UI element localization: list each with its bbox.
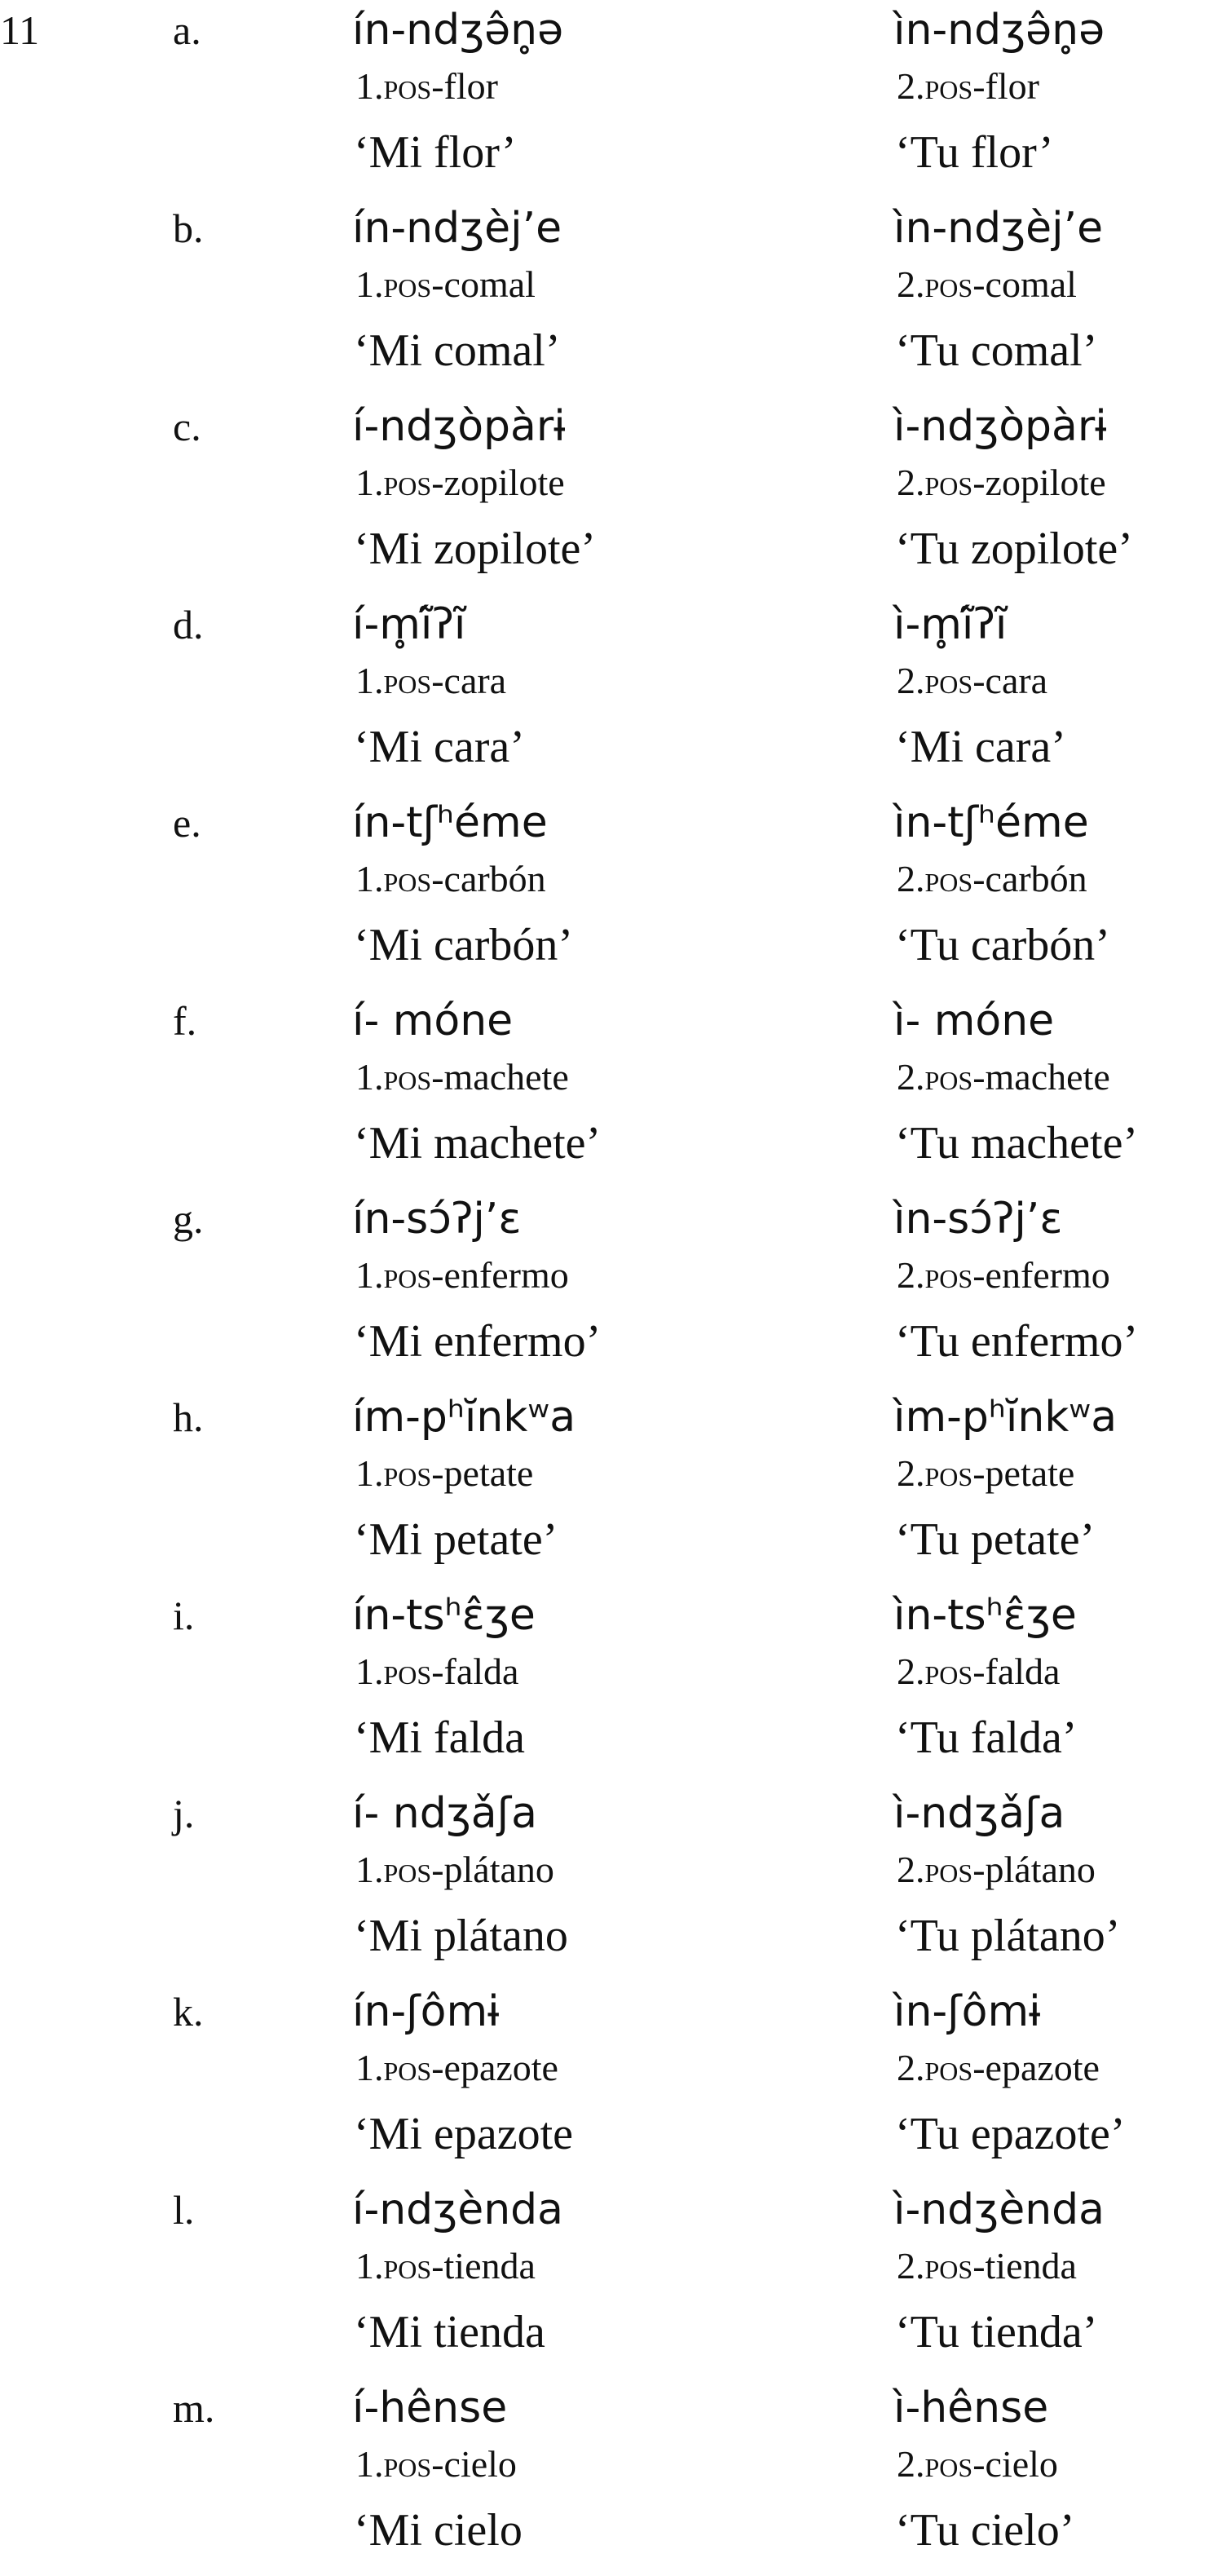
- example-entry: [0, 1982, 1226, 2180]
- right-gloss: [897, 656, 1047, 705]
- right-translation: ‘Tu carbón’: [895, 920, 1110, 970]
- gloss-person: 1.: [355, 2047, 384, 2088]
- left-gloss: [355, 855, 546, 904]
- left-gloss: [355, 1647, 518, 1696]
- left-translation: ‘Mi comal’: [354, 325, 561, 376]
- left-translation: ‘Mi tienda: [354, 2307, 545, 2357]
- right-form: ìn-ndʒèj’e: [893, 204, 1104, 253]
- left-form: í-ndʒòpàrɨ: [352, 402, 566, 451]
- right-form: ìn-ʃômɨ: [893, 1987, 1041, 2036]
- left-form: ín-tsʰɛ̂ʒe: [352, 1591, 536, 1640]
- gloss-tag: pos: [383, 2443, 432, 2485]
- gloss-stem: -cara: [972, 660, 1048, 701]
- left-translation: ‘Mi falda: [354, 1712, 525, 1763]
- gloss-person: 1.: [355, 65, 384, 107]
- gloss-tag: pos: [383, 1254, 432, 1296]
- gloss-person: 2.: [897, 1849, 925, 1890]
- gloss-tag: pos: [383, 462, 432, 503]
- right-translation: ‘Tu petate’: [895, 1514, 1096, 1565]
- example-entry: [0, 793, 1226, 991]
- right-form: ì-ndʒǎʃa: [893, 1789, 1065, 1838]
- gloss-tag: pos: [924, 1849, 973, 1890]
- example-entry: [0, 0, 1226, 198]
- right-translation: ‘Tu falda’: [895, 1712, 1078, 1763]
- gloss-person: 2.: [897, 2047, 925, 2088]
- right-gloss: [897, 1647, 1060, 1696]
- left-form: í-ndʒènda: [352, 2185, 564, 2234]
- gloss-person: 1.: [355, 1650, 384, 1692]
- right-translation: ‘Tu tienda’: [895, 2307, 1098, 2357]
- right-translation: ‘Tu cielo’: [895, 2505, 1075, 2556]
- example-entry: [0, 1387, 1226, 1585]
- right-form: ìn-tsʰɛ̂ʒe: [893, 1591, 1077, 1640]
- gloss-tag: pos: [383, 858, 432, 899]
- gloss-tag: pos: [924, 1650, 973, 1692]
- gloss-tag: pos: [924, 263, 973, 305]
- gloss-stem: -carbón: [431, 858, 546, 899]
- gloss-stem: -cielo: [431, 2443, 517, 2485]
- gloss-tag: pos: [924, 65, 973, 107]
- right-gloss: [897, 1449, 1074, 1498]
- gloss-stem: -cara: [431, 660, 507, 701]
- entry-letter: e.: [173, 800, 201, 846]
- left-form: ín-ndʒèj’e: [352, 204, 562, 253]
- left-form: ím-pʰĭnkʷa: [352, 1393, 576, 1442]
- gloss-person: 2.: [897, 1650, 925, 1692]
- gloss-tag: pos: [924, 1056, 973, 1098]
- left-form: ín-ʃômɨ: [352, 1987, 500, 2036]
- left-translation: ‘Mi epazote: [354, 2109, 573, 2159]
- gloss-person: 2.: [897, 2443, 925, 2485]
- gloss-stem: -epazote: [431, 2047, 558, 2088]
- example-entry: [0, 2378, 1226, 2576]
- left-gloss: [355, 656, 506, 705]
- gloss-tag: pos: [383, 660, 432, 701]
- left-gloss: [355, 1845, 554, 1894]
- right-form: ì-ndʒòpàrɨ: [893, 402, 1107, 451]
- example-entry: [0, 1189, 1226, 1387]
- gloss-tag: pos: [924, 1452, 973, 1494]
- gloss-tag: pos: [383, 2245, 432, 2287]
- right-translation: ‘Tu comal’: [895, 325, 1098, 376]
- left-form: ín-tʃʰéme: [352, 798, 548, 847]
- right-form: ìn-sɔ́ʔj’ɛ: [893, 1195, 1063, 1244]
- gloss-tag: pos: [924, 2443, 973, 2485]
- left-gloss: [355, 2440, 517, 2489]
- gloss-tag: pos: [383, 1849, 432, 1890]
- left-gloss: [355, 458, 565, 507]
- right-gloss: [897, 2044, 1100, 2092]
- entry-letter: l.: [173, 2187, 195, 2233]
- gloss-person: 2.: [897, 1254, 925, 1296]
- gloss-person: 2.: [897, 660, 925, 701]
- gloss-person: 2.: [897, 1452, 925, 1494]
- right-translation: ‘Tu machete’: [895, 1118, 1139, 1169]
- gloss-stem: -carbón: [972, 858, 1087, 899]
- right-gloss: [897, 260, 1077, 309]
- left-gloss: [355, 2044, 558, 2092]
- left-translation: ‘Mi flor’: [354, 127, 517, 178]
- gloss-tag: pos: [924, 462, 973, 503]
- gloss-tag: pos: [383, 263, 432, 305]
- gloss-tag: pos: [383, 1056, 432, 1098]
- left-gloss: [355, 260, 536, 309]
- gloss-tag: pos: [383, 1650, 432, 1692]
- gloss-person: 2.: [897, 858, 925, 899]
- right-form: ì-ndʒènda: [893, 2185, 1105, 2234]
- gloss-tag: pos: [383, 1452, 432, 1494]
- left-gloss: [355, 62, 498, 111]
- entry-letter: g.: [173, 1196, 204, 1242]
- right-gloss: [897, 2440, 1058, 2489]
- right-gloss: [897, 2242, 1077, 2291]
- entry-letter: m.: [173, 2385, 215, 2431]
- left-translation: ‘Mi cara’: [354, 722, 525, 772]
- gloss-person: 2.: [897, 2245, 925, 2287]
- right-translation: ‘Tu zopilote’: [895, 524, 1133, 574]
- gloss-stem: -falda: [972, 1650, 1061, 1692]
- gloss-stem: -flor: [431, 65, 498, 107]
- gloss-stem: -machete: [972, 1056, 1110, 1098]
- left-form: í- móne: [352, 996, 514, 1045]
- right-gloss: [897, 1845, 1096, 1894]
- left-translation: ‘Mi enfermo’: [354, 1316, 602, 1367]
- right-form: ì-hênse: [893, 2384, 1049, 2432]
- left-translation: ‘Mi petate’: [354, 1514, 558, 1565]
- left-gloss: [355, 2242, 536, 2291]
- gloss-tag: pos: [383, 65, 432, 107]
- gloss-stem: -comal: [431, 263, 536, 305]
- gloss-person: 2.: [897, 65, 925, 107]
- right-translation: ‘Tu epazote’: [895, 2109, 1126, 2159]
- gloss-person: 1.: [355, 2245, 384, 2287]
- gloss-person: 2.: [897, 462, 925, 503]
- example-entry: [0, 594, 1226, 793]
- left-form: ín-sɔ́ʔj’ɛ: [352, 1195, 522, 1244]
- left-translation: ‘Mi machete’: [354, 1118, 602, 1169]
- gloss-tag: pos: [924, 2047, 973, 2088]
- right-form: ì- móne: [893, 996, 1055, 1045]
- gloss-person: 1.: [355, 1452, 384, 1494]
- gloss-stem: -flor: [972, 65, 1039, 107]
- gloss-person: 1.: [355, 858, 384, 899]
- gloss-person: 2.: [897, 263, 925, 305]
- entry-letter: h.: [173, 1394, 204, 1440]
- right-form: ìn-ndʒə̂n̥ə: [893, 6, 1105, 55]
- right-translation: ‘Tu enfermo’: [895, 1316, 1139, 1367]
- example-entry: [0, 396, 1226, 594]
- left-translation: ‘Mi plátano: [354, 1911, 568, 1961]
- gloss-stem: -plátano: [972, 1849, 1096, 1890]
- gloss-person: 1.: [355, 660, 384, 701]
- entry-letter: a.: [173, 7, 201, 53]
- gloss-person: 1.: [355, 1254, 384, 1296]
- gloss-person: 1.: [355, 1849, 384, 1890]
- example-entry: [0, 1783, 1226, 1982]
- gloss-tag: pos: [924, 660, 973, 701]
- gloss-stem: -plátano: [431, 1849, 554, 1890]
- gloss-tag: pos: [924, 858, 973, 899]
- right-form: ìm-pʰĭnkʷa: [893, 1393, 1118, 1442]
- entry-letter: k.: [173, 1989, 204, 2035]
- example-entry: [0, 991, 1226, 1189]
- left-form: í- ndʒǎʃa: [352, 1789, 537, 1838]
- gloss-stem: -falda: [431, 1650, 519, 1692]
- gloss-person: 1.: [355, 263, 384, 305]
- gloss-stem: -tienda: [431, 2245, 536, 2287]
- example-entry: [0, 2180, 1226, 2378]
- gloss-stem: -epazote: [972, 2047, 1100, 2088]
- left-gloss: [355, 1053, 569, 1102]
- right-translation: ‘Tu plátano’: [895, 1911, 1121, 1961]
- gloss-person: 1.: [355, 1056, 384, 1098]
- right-gloss: [897, 458, 1106, 507]
- right-form: ì-m̥ĩ́ʔĩ: [893, 600, 1008, 649]
- gloss-tag: pos: [924, 2245, 973, 2287]
- gloss-person: 2.: [897, 1056, 925, 1098]
- entry-letter: j.: [173, 1791, 195, 1836]
- entry-letter: i.: [173, 1593, 195, 1638]
- left-gloss: [355, 1251, 569, 1300]
- example-entry: [0, 198, 1226, 396]
- entry-letter: c.: [173, 404, 201, 449]
- gloss-stem: -enfermo: [972, 1254, 1110, 1296]
- left-form: í-hênse: [352, 2384, 508, 2432]
- right-gloss: [897, 62, 1039, 111]
- right-form: ìn-tʃʰéme: [893, 798, 1089, 847]
- left-form: ín-ndʒə̂n̥ə: [352, 6, 564, 55]
- right-translation: ‘Tu flor’: [895, 127, 1054, 178]
- left-translation: ‘Mi zopilote’: [354, 524, 597, 574]
- gloss-stem: -comal: [972, 263, 1077, 305]
- gloss-stem: -machete: [431, 1056, 569, 1098]
- left-translation: ‘Mi carbón’: [354, 920, 574, 970]
- right-gloss: [897, 1251, 1110, 1300]
- gloss-person: 1.: [355, 2443, 384, 2485]
- right-translation: ‘Mi cara’: [895, 722, 1066, 772]
- gloss-tag: pos: [924, 1254, 973, 1296]
- entry-letter: d.: [173, 602, 204, 647]
- gloss-stem: -enfermo: [431, 1254, 569, 1296]
- gloss-stem: -zopilote: [972, 462, 1106, 503]
- gloss-person: 1.: [355, 462, 384, 503]
- left-gloss: [355, 1449, 533, 1498]
- gloss-tag: pos: [383, 2047, 432, 2088]
- example-entry: [0, 1585, 1226, 1783]
- entry-letter: f.: [173, 998, 197, 1044]
- gloss-stem: -petate: [972, 1452, 1075, 1494]
- gloss-stem: -cielo: [972, 2443, 1058, 2485]
- gloss-stem: -zopilote: [431, 462, 565, 503]
- gloss-stem: -petate: [431, 1452, 534, 1494]
- gloss-stem: -tienda: [972, 2245, 1077, 2287]
- example-number: 11: [0, 7, 40, 53]
- left-form: í-m̥ĩ́ʔĩ: [352, 600, 466, 649]
- right-gloss: [897, 855, 1087, 904]
- right-gloss: [897, 1053, 1110, 1102]
- left-translation: ‘Mi cielo: [354, 2505, 523, 2556]
- entry-letter: b.: [173, 205, 204, 251]
